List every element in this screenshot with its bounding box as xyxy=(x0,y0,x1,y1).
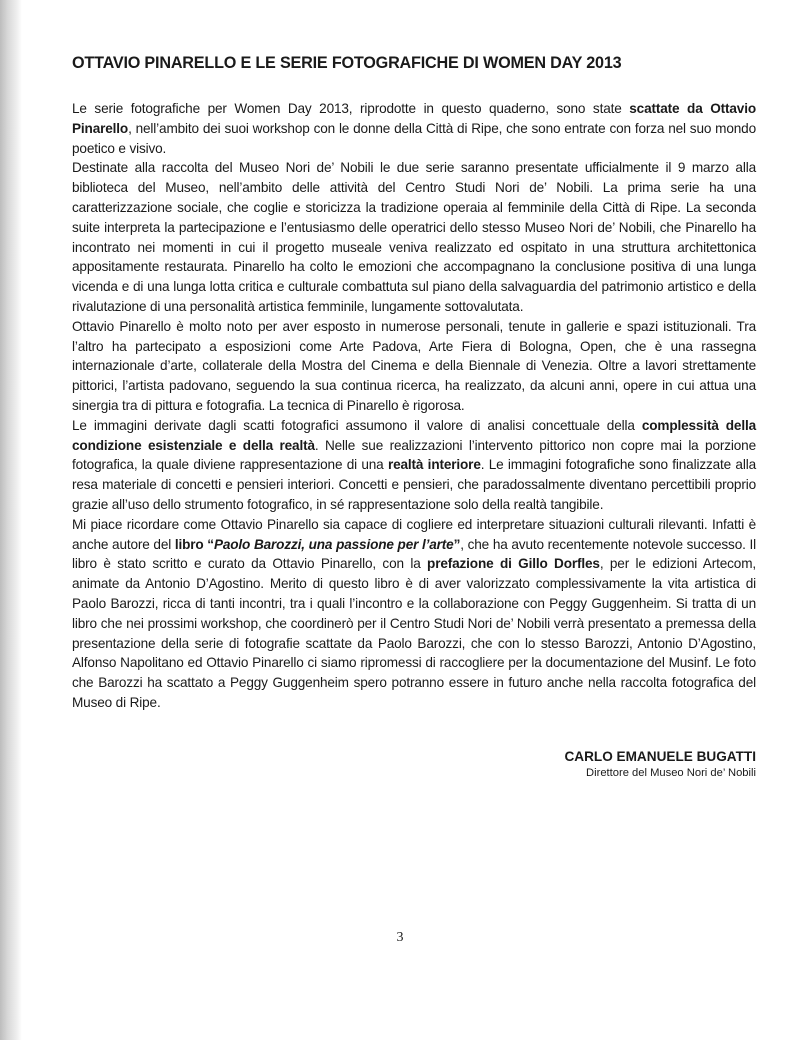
article-body xyxy=(72,99,756,713)
emphasis-text: complessità della condizione esistenziale e della realtà xyxy=(72,417,757,453)
paragraph xyxy=(72,515,756,713)
text-run: Destinate alla raccolta del Museo Nori de’ Nobili le due serie saranno presentate ufficialmente il 9 marzo alla biblioteca del Museo, nell’ambito delle attività del Centro Studi Nori de’ Nobili. La prima serie ha una caratterizzazione sociale, che coglie e storicizza la tradizione operaia al femminile della Città di Ripe. La seconda suite interpreta la partecipazione e l’entusiasmo delle operatrici dello stesso Museo Nori de’ Nobili, che Pinarello ha incontrato nei momenti in cui il progetto museale veniva realizzato ed ospitato in una struttura architettonica appositamente restaurata. Pinarello ha colto le emozioni che accompagnano la conclusione positiva di una lunga vicenda e di una lunga lotta critica e culturale combattuta sul piano della salvaguardia del patrimonio artistico e della rivalutazione di una personalità artistica femminile, lungamente sottovalutata. xyxy=(72,160,756,314)
emphasis-text: prefazione di Gillo Dorfles xyxy=(427,556,600,572)
text-run: Le serie fotografiche per Women Day 2013, riprodotte in questo quaderno, sono state xyxy=(72,101,630,116)
text-run: . Le immagini fotografiche sono finalizzate alla resa materiale di concetti e pensieri interiori. Concetti e pensieri, che paradossalmente diventano percettibili proprio grazie all’uso dello strumento fotografico, in sé rappresentazione solo della realtà tangibile. xyxy=(72,457,756,512)
text-run: , che ha avuto recentemente notevole successo. Il libro è stato scritto e curato da Ottavio Pinarello, con la xyxy=(72,536,756,572)
signature-block xyxy=(72,749,756,779)
book-spine-shadow xyxy=(0,0,22,1040)
paragraph xyxy=(72,317,756,416)
page-number: 3 xyxy=(396,930,404,945)
text-run: Ottavio Pinarello è molto noto per aver esposto in numerose personali, tenute in gallerie e spazi istituzionali. Tra l’altro ha partecipato a esposizioni come Arte Padova, Arte Fiera di Bologna, Open, che è una rassegna internazionale d’arte, collaterale della Mostra del Cinema e della Biennale di Venezia. Oltre a lavori strettamente pittorici, l’artista padovano, seguendo la sua continua ricerca, ha realizzato, da alcuni anni, opere in cui attua una sinergia tra di pittura e fotografia. La tecnica di Pinarello è rigorosa. xyxy=(72,318,756,413)
paragraph xyxy=(72,99,756,158)
text-run: , per le edizioni Artecom, animate da Antonio D’Agostino. Merito di questo libro è di aver valorizzato complessivamente la vita artistica di Paolo Barozzi, ricca di tanti incontri, tra i quali l’incontro e la collaborazione con Peggy Guggenheim. Si tratta di un libro che nei prossimi workshop, che coordinerò per il Centro Studi Nori de’ Nobili verrà presentato a premessa della presentazione della serie di fotografie scattate da Paolo Barozzi, che con lo stesso Barozzi, Antonio D’Agostino, Alfonso Napolitano ed Ottavio Pinarello ci siamo ripromessi di raccogliere per la documentazione del Musinf. Le foto che Barozzi ha scattato a Peggy Guggenheim spero potranno essere in futuro anche nella raccolta fotografica del Museo di Ripe. xyxy=(72,556,756,710)
text-run: . Nelle sue realizzazioni l’intervento pittorico non copre mai la porzione fotografica, la quale diviene rappresentazione di una xyxy=(72,437,757,473)
text-run: Mi piace ricordare come Ottavio Pinarello sia capace di cogliere ed interpretare situazioni culturali rilevanti. Infatti è anche autore del xyxy=(72,516,756,552)
document-page xyxy=(72,54,756,779)
paragraph xyxy=(72,158,756,316)
text-run: Le immagini derivate dagli scatti fotografici assumono il valore di analisi concettuale della xyxy=(72,417,642,433)
author-name: CARLO EMANUELE BUGATTI xyxy=(564,748,756,764)
emphasis-text: ” xyxy=(453,536,461,552)
emphasis-text: Paolo Barozzi, una passione per l’arte xyxy=(213,536,454,552)
article-title: OTTAVIO PINARELLO E LE SERIE FOTOGRAFICHE DI WOMEN DAY 2013 xyxy=(72,54,622,72)
text-run: , nell’ambito dei suoi workshop con le donne della Città di Ripe, che sono entrate con forza nel suo mondo poetico e visivo. xyxy=(72,120,756,156)
emphasis-text: scattate da Ottavio Pinarello xyxy=(72,101,756,136)
emphasis-text: libro “ xyxy=(174,536,214,552)
paragraph xyxy=(72,416,756,515)
author-role: Direttore del Museo Nori de’ Nobili xyxy=(586,766,756,779)
emphasis-text: realtà interiore xyxy=(387,457,481,473)
